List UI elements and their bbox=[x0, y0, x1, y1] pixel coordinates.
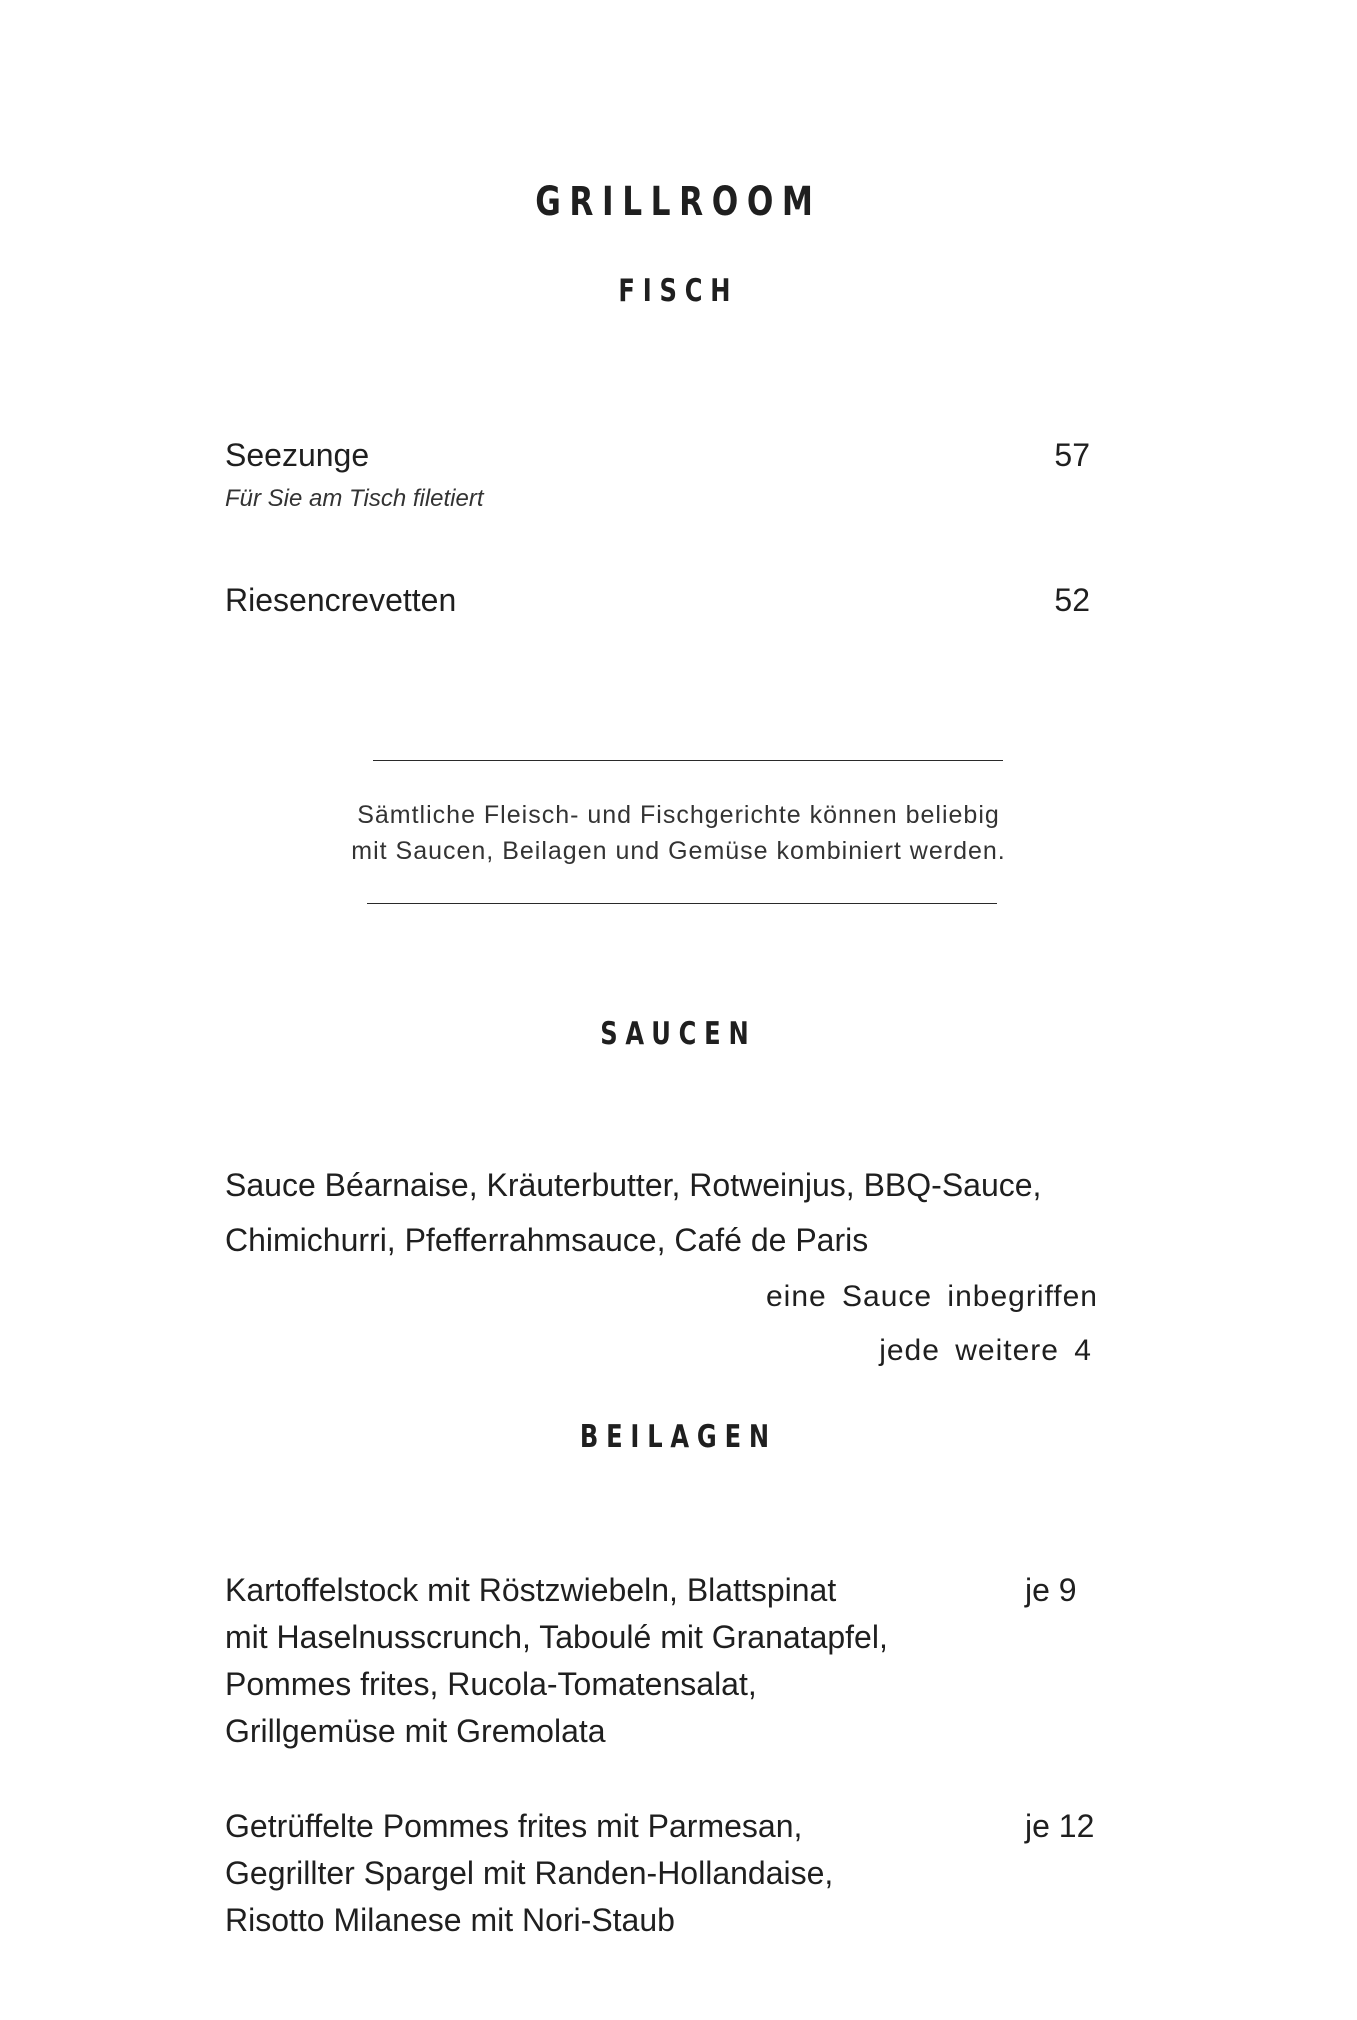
sauce-extra-price: jede weitere 4 bbox=[879, 1334, 1092, 1367]
menu-item-note: Für Sie am Tisch filetiert bbox=[225, 485, 484, 512]
section-heading-fisch: FISCH bbox=[618, 273, 739, 309]
sauce-list-line-1: Sauce Béarnaise, Kräuterbutter, Rotweinjus, BBQ-Sauce, bbox=[225, 1167, 1042, 1203]
side-dish-line: Grillgemüse mit Gremolata bbox=[225, 1713, 606, 1749]
sauce-list-line-2: Chimichurri, Pfefferrahmsauce, Café de Paris bbox=[225, 1222, 869, 1258]
side-dish-line: Getrüffelte Pommes frites mit Parmesan, bbox=[225, 1808, 803, 1844]
side-dish-line: Pommes frites, Rucola-Tomatensalat, bbox=[225, 1666, 757, 1702]
section-heading-saucen: SAUCEN bbox=[600, 1016, 757, 1052]
page-title: GRILLROOM bbox=[535, 179, 822, 225]
side-dish-line: Gegrillter Spargel mit Randen-Hollandaise, bbox=[225, 1855, 834, 1891]
side-dish-line: mit Haselnusscrunch, Taboulé mit Granatapfel, bbox=[225, 1619, 888, 1655]
divider-top bbox=[373, 760, 1003, 761]
section-heading-beilagen: BEILAGEN bbox=[579, 1419, 777, 1455]
menu-item-price: 52 bbox=[1054, 582, 1090, 618]
side-dish-line: Kartoffelstock mit Röstzwiebeln, Blattspinat bbox=[225, 1572, 837, 1608]
menu-item-name: Riesencrevetten bbox=[225, 582, 457, 618]
sauce-included-note: eine Sauce inbegriffen bbox=[765, 1280, 1098, 1313]
menu-item-price: 57 bbox=[1054, 437, 1090, 473]
divider-bottom bbox=[367, 903, 997, 904]
info-text-line-2: mit Saucen, Beilagen und Gemüse kombiniert werden. bbox=[351, 837, 1006, 865]
menu-item-name: Seezunge bbox=[225, 437, 370, 473]
info-text-line-1: Sämtliche Fleisch- und Fischgerichte können beliebig bbox=[357, 801, 1000, 829]
side-dish-line: Risotto Milanese mit Nori-Staub bbox=[225, 1902, 675, 1938]
side-dish-group-price: je 12 bbox=[1025, 1808, 1095, 1844]
side-dish-group-price: je 9 bbox=[1025, 1572, 1077, 1608]
